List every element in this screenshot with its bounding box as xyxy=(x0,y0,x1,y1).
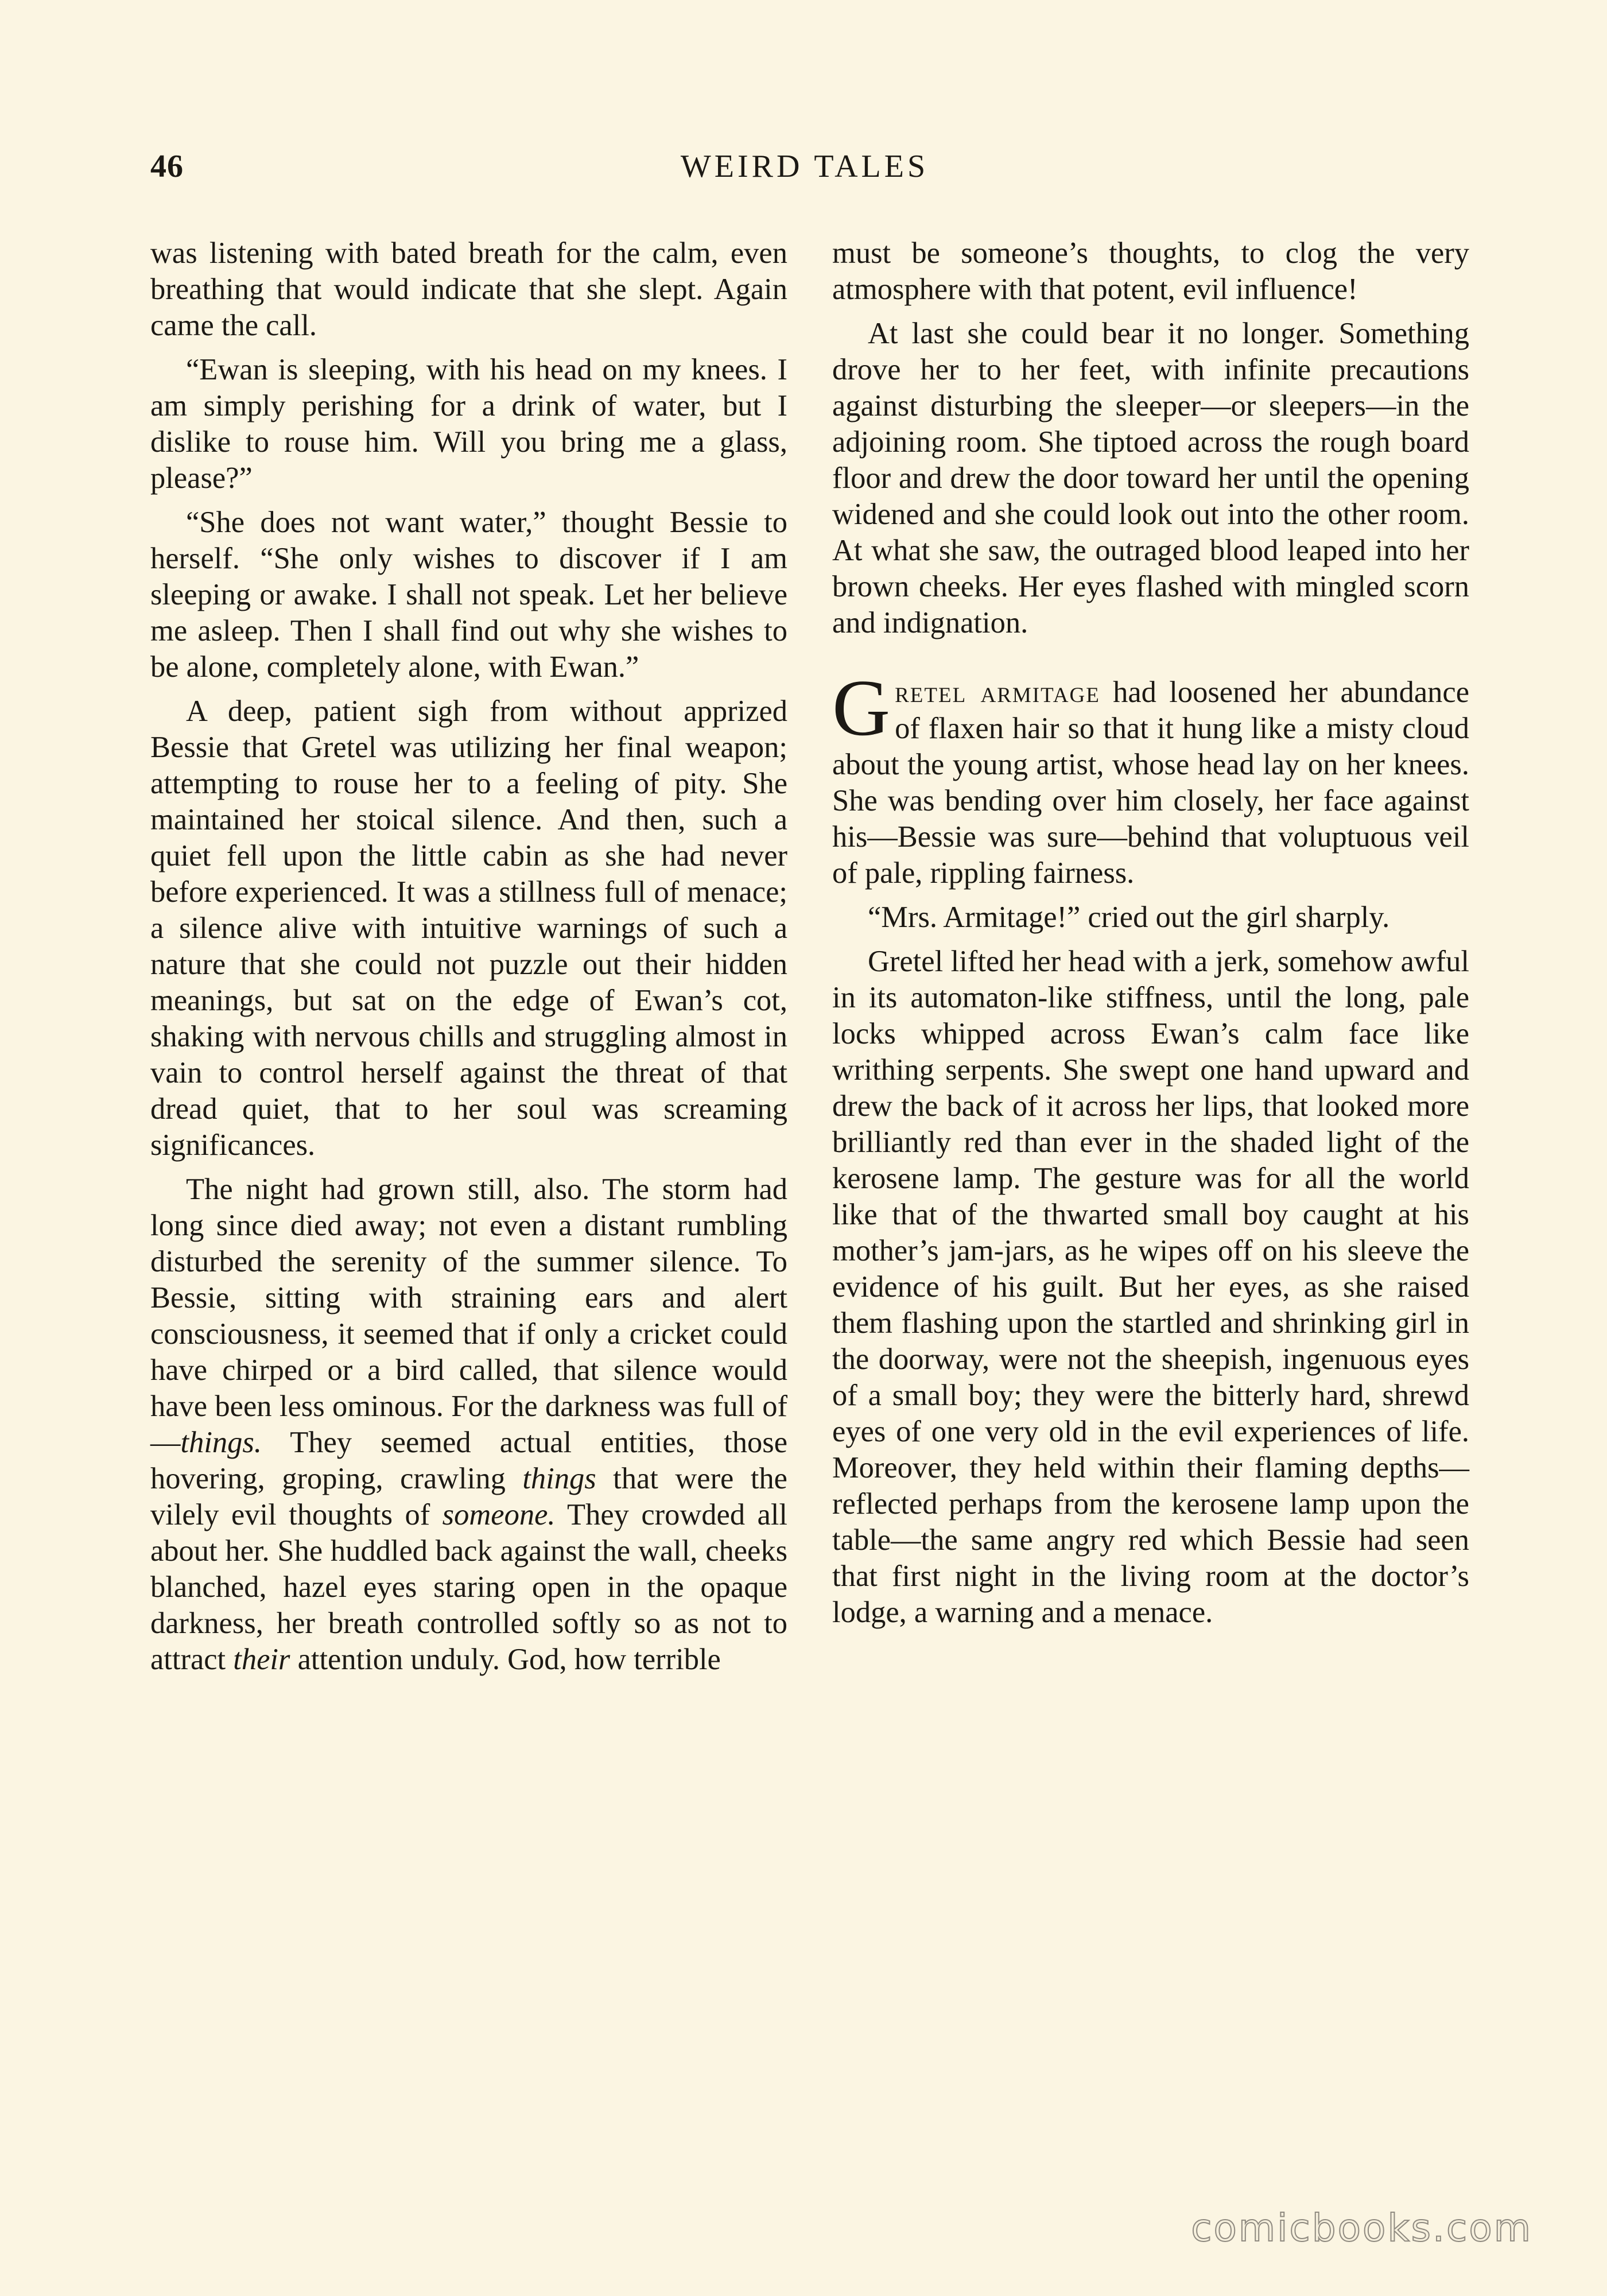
text-run: attention unduly. God, how terrible xyxy=(290,1643,721,1676)
page-number: 46 xyxy=(150,149,184,184)
watermark: comicbooks.com xyxy=(1191,2206,1532,2250)
text-run: that were the vilely evil thoughts of xyxy=(150,1462,787,1531)
paragraph: was listening with bated breath for the calm, even breathing that would indicate that she slept. Again came the call. xyxy=(150,236,787,342)
right-column xyxy=(832,235,1469,1639)
left-column xyxy=(150,235,787,1686)
text-run: They crowded all about her. She huddled back against the wall, cheeks blanched, hazel eyes staring open in the opaque darkness, her breath controlled softly so as not to attract xyxy=(150,1498,787,1676)
paragraph: “She does not want water,” thought Bessie to herself. “She only wishes to discover if I am sleeping or awake. I shall not speak. Let her believe me asleep. Then I shall find out why she wishes to be alone, completely alone, with Ewan.” xyxy=(150,506,787,684)
paragraph: A deep, patient sigh from without apprized Bessie that Gretel was utilizing her final weapon; attempting to rouse her to a feeling of pity. She maintained her stoical silence. And then, such a quiet fell upon the little cabin as she had never before experienced. It was a stillness full of menace; a silence alive with intuitive warnings of such a nature that she could not puzzle out their hidden meanings, but sat on the edge of Ewan’s cot, shaking with nervous chills and struggling almost in vain to control herself against the threat of that dread quiet, that to her soul was screaming significances. xyxy=(150,695,787,1162)
drop-cap: G xyxy=(832,664,891,753)
text-run: had loosened her abundance of flaxen hair so that it hung like a misty cloud about the young artist, whose head lay on her knees. She was bending over him closely, her face against his—Bessie was sure—behind that voluptuous veil of pale, rippling fairness. xyxy=(832,676,1469,890)
text-run: They seemed actual entities, those hovering, groping, crawling xyxy=(150,1426,787,1495)
paragraph xyxy=(150,1172,787,1678)
paragraph: At last she could bear it no longer. Something drove her to her feet, with infinite precautions against disturbing the sleeper—or sleepers—in the adjoining room. She tiptoed across the rough board floor and drew the door toward her until the opening widened and she could look out into the other room. At what she saw, the outraged blood leaped into her brown cheeks. Her eyes flashed with mingled scorn and indignation. xyxy=(832,317,1469,639)
text-run: The night had grown still, also. The storm had long since died away; not even a distant rumbling disturbed the serenity of the summer silence. To Bessie, sitting with straining ears and alert consciousness, it seemed that if only a cricket could have chirped or a bird called, that silence would have been less ominous. For the darkness was full of— xyxy=(150,1173,787,1459)
page-header xyxy=(150,148,1459,188)
paragraph: “Ewan is sleeping, with his head on my knees. I am simply perishing for a drink of water, but I dislike to rouse him. Will you bring me a glass, please?” xyxy=(150,353,787,495)
italic-text: someone. xyxy=(442,1498,556,1531)
italic-text: their xyxy=(233,1643,290,1676)
section-start-paragraph xyxy=(832,664,1469,891)
running-title: WEIRD TALES xyxy=(680,149,929,184)
italic-text: things xyxy=(522,1462,596,1495)
paragraph: must be someone’s thoughts, to clog the very atmosphere with that potent, evil influence! xyxy=(832,236,1469,306)
small-caps-name: retel armitage xyxy=(895,676,1100,709)
italic-text: things. xyxy=(180,1426,262,1459)
paragraph: “Mrs. Armitage!” cried out the girl sharply. xyxy=(868,901,1390,934)
paragraph: Gretel lifted her head with a jerk, somehow awful in its automaton-like stiffness, until the long, pale locks whipped across Ewan’s calm face like writhing serpents. She swept one hand upward and drew the back of it across her lips, that looked more brilliantly red than ever in the shaded light of the kerosene lamp. The gesture was for all the world like that of the thwarted small boy caught at his mother’s jam-jars, as he wipes off on his sleeve the evidence of his guilt. But her eyes, as she raised them flashing upon the startled and shrinking girl in the doorway, were not the sheepish, ingenuous eyes of a small boy; they were the bitterly hard, shrewd eyes of one very old in the evil experiences of life. Moreover, they held within their flaming depths—reflected perhaps from the kerosene lamp upon the table—the same angry red which Bessie had seen that first night in the living room at the doctor’s lodge, a warning and a menace. xyxy=(832,945,1469,1629)
